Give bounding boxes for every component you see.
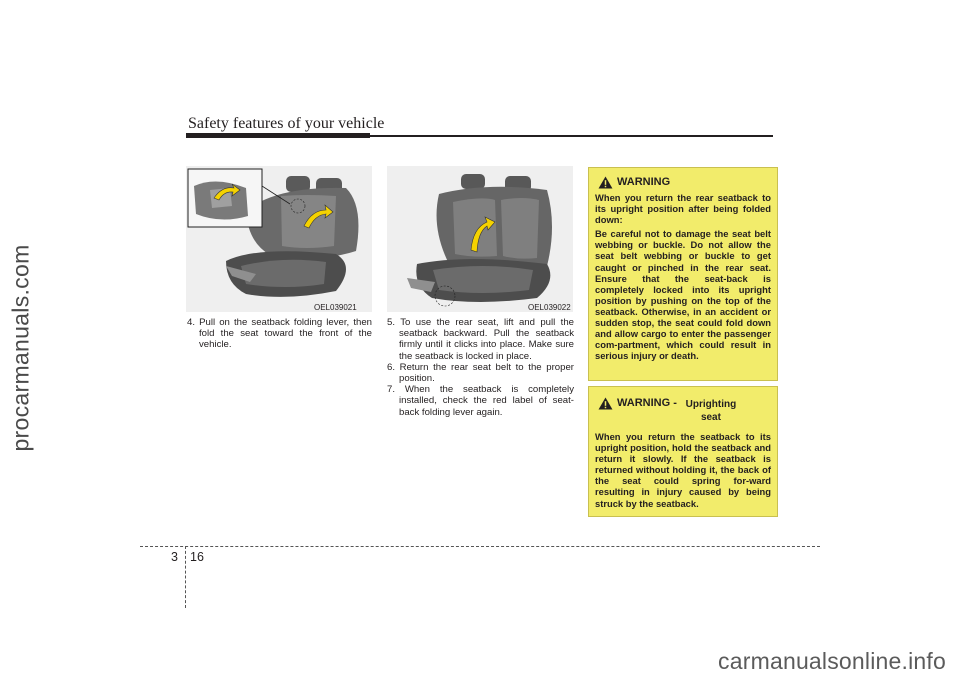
bottom-watermark: carmanualsonline.info bbox=[718, 648, 946, 674]
step-5: 5. To use the rear seat, lift and pull the seatback backward. Pull the seatback firmly until it clicks into place. Make sure the seatback is locked in place. bbox=[387, 317, 574, 362]
header-rule-thick bbox=[186, 133, 370, 138]
warning-title: WARNING bbox=[617, 176, 671, 188]
side-watermark-text: procarmanuals.com bbox=[7, 244, 34, 452]
step-7: 7. When the seatback is completely installed, check the red label of seat-back folding lever again. bbox=[387, 384, 574, 418]
warning-subtitle: Uprighting seat bbox=[685, 399, 737, 423]
page-number: 16 bbox=[190, 550, 204, 564]
step-4: 4. Pull on the seatback folding lever, then fold the seat toward the front of the vehicle. bbox=[187, 317, 372, 351]
step-6: 6. Return the rear seat belt to the proper position. bbox=[387, 361, 574, 385]
warning-header bbox=[598, 176, 670, 189]
warning-title: WARNING - bbox=[617, 397, 680, 409]
warning-paragraph: Be careful not to damage the seat belt webbing or buckle. Do not allow the seat belt webbing or buckle to get caught or pinched in the rear seat. Ensure that the seat-back is completely locked into its upright position by pushing on the top of the seatback. Otherwise, in an accident or sudden stop, the seat could fold down and allow cargo to enter the passenger com-partment, which could result in serious injury or death. bbox=[595, 228, 771, 362]
chapter-number: 3 bbox=[171, 550, 178, 564]
warning-header bbox=[598, 397, 742, 424]
warning-box-uprighting bbox=[588, 386, 778, 517]
figure-fold-seat bbox=[186, 166, 372, 312]
warning-box-seatback bbox=[588, 167, 778, 381]
section-title: Safety features of your vehicle bbox=[188, 115, 385, 132]
warning-body bbox=[595, 192, 771, 364]
side-watermark bbox=[8, 168, 34, 528]
warning-triangle-icon bbox=[598, 176, 613, 189]
header-rule-thin bbox=[370, 135, 773, 137]
warning-paragraph: When you return the rear seatback to its upright position after being folded down: bbox=[595, 192, 771, 226]
warning-body: When you return the seatback to its upright position, hold the seatback and return it slowly. If the seatback is returned without holding it, the back of the seat could spring for-ward resulting in injury caused by being struck by the seatback. bbox=[595, 431, 771, 509]
figure-return-seat bbox=[387, 166, 573, 312]
footer-rule bbox=[140, 546, 820, 547]
figure-code: OEL039021 bbox=[314, 303, 357, 312]
figure-code: OEL039022 bbox=[528, 303, 571, 312]
footer-divider bbox=[185, 546, 186, 608]
steps-left bbox=[187, 317, 372, 351]
seat-fold-illustration bbox=[186, 166, 372, 312]
seat-return-illustration bbox=[387, 166, 573, 312]
steps-right bbox=[387, 317, 574, 418]
warning-triangle-icon bbox=[598, 397, 613, 410]
